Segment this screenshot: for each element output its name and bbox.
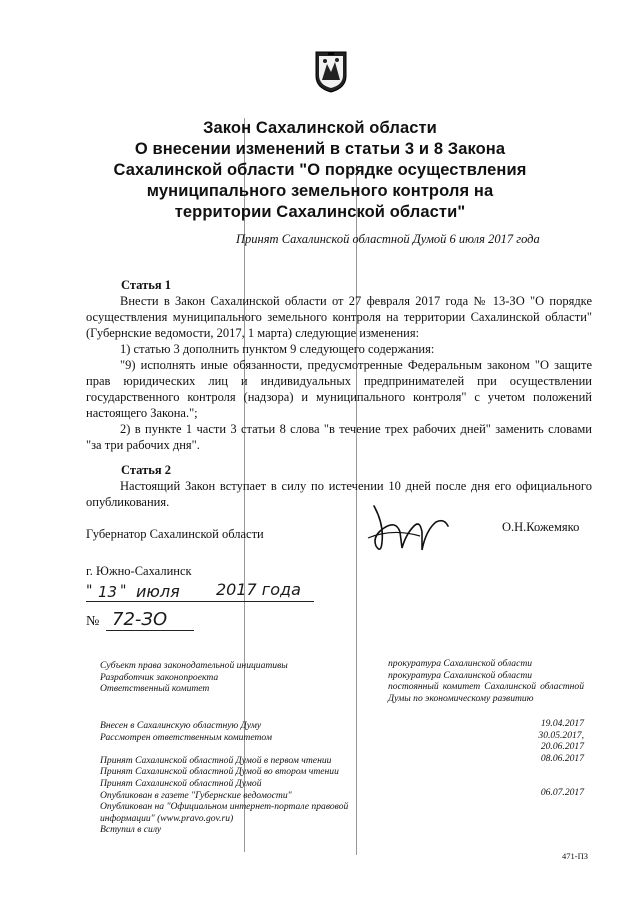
footer-initiative-label: Субъект права законодательной инициативы — [100, 660, 288, 671]
date-underline — [86, 601, 314, 602]
footer-published-portal-label: Опубликован на "Официальном интернет-портале правовой информации" (www.pravo.gov.ru) — [100, 801, 349, 824]
article-1-item-1-text: "9) исполнять иные обязанности, предусмотренные Федеральным законом "О защите прав юридических лиц и индивидуальных предпринимателей при осуществлении государственного контроля (надзора) и муниципального контроля" с учетом положений настоящего Закона."; — [86, 358, 592, 420]
article-1-heading: Статья 1 — [121, 278, 171, 292]
date-close-quote: " — [120, 583, 127, 599]
footer-dates — [520, 718, 584, 799]
article-2-heading: Статья 2 — [121, 463, 171, 477]
footer-left-bottom — [100, 720, 390, 836]
number-underline — [106, 630, 194, 631]
city: г. Южно-Сахалинск — [86, 564, 192, 578]
footer-entered-force-label: Вступил в силу — [100, 824, 162, 836]
law-number: 72-ЗО — [112, 609, 168, 630]
footer-date-reviewed-2: 20.06.2017 — [540, 741, 584, 752]
footer-spacer — [100, 743, 390, 755]
date-day: 13 — [98, 583, 118, 601]
footer-date-first-reading: 08.06.2017 — [540, 752, 584, 764]
footer-first-reading-label: Принят Сахалинской областной Думой в первом чтении — [100, 754, 332, 766]
footer-committee-value: постоянный комитет Сахалинской областной Думы по экономическому развитию — [388, 681, 584, 704]
footer-date-submitted: 19.04.2017 — [540, 718, 584, 729]
governor-name: О.Н.Кожемяко — [502, 520, 580, 534]
title-line-2: О внесении изменений в статьи 3 и 8 Закона — [134, 140, 506, 158]
handwritten-signature — [362, 498, 452, 560]
article-2-text: Настоящий Закон вступает в силу по истечении 10 дней после дня его официального опубликования. — [86, 479, 592, 509]
title-line-4: муниципального земельного контроля на — [146, 182, 494, 200]
title-line-5: территории Сахалинской области" — [174, 203, 466, 221]
footer-reviewed-label: Рассмотрен ответственным комитетом — [100, 731, 272, 743]
governor-position: Губернатор Сахалинской области — [86, 527, 264, 541]
date-month: июля — [136, 582, 180, 601]
title-line-3: Сахалинской области "О порядке осуществления — [113, 161, 527, 179]
footer-date-reviewed: 30.05.2017, — [538, 729, 584, 741]
footer-second-reading-label: Принят Сахалинской областной Думой во втором чтении — [100, 766, 339, 778]
footer-committee-label: Ответственный комитет — [100, 683, 210, 695]
title-line-1: Закон Сахалинской области — [203, 119, 437, 137]
adoption-note: Принят Сахалинской областной Думой 6 июля 2017 года — [236, 232, 540, 246]
footer-date-blank — [520, 764, 584, 776]
footer-adopted-label: Принят Сахалинской областной Думой — [100, 777, 262, 789]
article-1-item-2: 2) в пункте 1 части 3 статьи 8 слова "в течение трех рабочих дней" заменить словами "за три рабочих дня". — [86, 422, 592, 452]
footer-right-top — [388, 658, 584, 704]
footer-published-gazette-label: Опубликован в газете "Губернские ведомости" — [100, 789, 292, 801]
date-year: 2017 года — [216, 580, 301, 599]
date-open-quote: " — [86, 583, 93, 599]
footer-date-adopted: 06.07.2017 — [540, 787, 584, 798]
footer-initiative-value: прокуратура Сахалинской области — [388, 658, 533, 669]
number-sign: № — [86, 614, 100, 629]
footer-developer-value: прокуратура Сахалинской области — [388, 669, 533, 681]
article-1-intro: Внести в Закон Сахалинской области от 27 февраля 2017 года № 13-ЗО "О порядке осуществления муниципального земельного контроля на территории Сахалинской области" (Губернские ведомости, 2017, 1 марта) следующие изменения: — [86, 294, 592, 340]
footer-developer-label: Разработчик законопроекта — [100, 671, 219, 683]
document-code: 471-ПЗ — [562, 851, 588, 861]
coat-of-arms-emblem — [314, 50, 348, 94]
article-2-body — [86, 478, 592, 510]
footer-left-top — [100, 660, 288, 695]
footer-submitted-label: Внесен в Сахалинскую областную Думу — [100, 720, 262, 731]
article-1-body — [86, 293, 592, 453]
footer-date-blank — [520, 776, 584, 788]
article-1-item-1: 1) статью 3 дополнить пунктом 9 следующего содержания: — [120, 342, 435, 356]
